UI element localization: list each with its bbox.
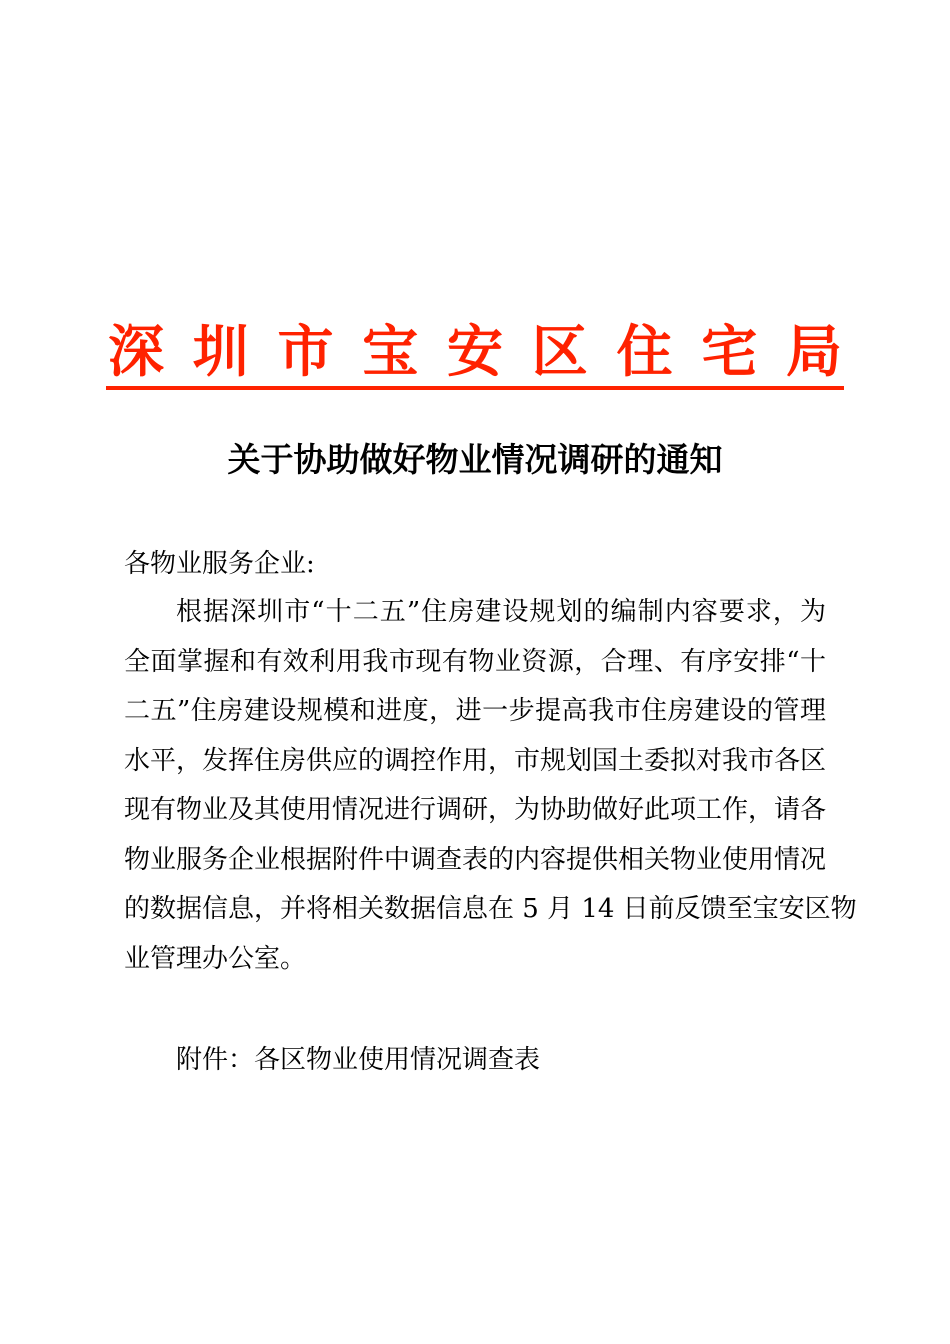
organization-header [108,318,842,388]
header-divider-line [106,386,844,390]
body-line: 根据深圳市“十二五”住房建设规划的编制内容要求，为 [176,597,826,627]
org-header-char: 住 [616,320,673,385]
org-header-char: 圳 [192,320,249,385]
body-line: 物业服务企业根据附件中调查表的内容提供相关物业使用情况 [124,844,827,875]
org-header-char: 安 [447,320,503,385]
body-line: 二五”住房建设规模和进度，进一步提高我市住房建设的管理 [124,696,826,726]
body-line: 现有物业及其使用情况进行调研，为协助做好此项工作，请各 [124,795,827,825]
org-header-char: 市 [277,320,334,385]
body-line: 业管理办公室。 [124,943,307,974]
org-header-char: 局 [786,320,842,385]
body-paragraph [124,588,857,984]
salutation: 各物业服务企业: [124,549,315,579]
notice-title: 关于协助做好物业情况调研的通知 [227,440,723,479]
org-header-char: 宝 [362,320,419,385]
body-line: 全面掌握和有效利用我市现有物业资源，合理、有序安排“十 [124,646,826,677]
org-header-char: 区 [531,320,588,385]
org-header-char: 宅 [701,320,758,385]
attachment-note: 附件：各区物业使用情况调查表 [176,1045,541,1075]
body-line: 的数据信息，并将相关数据信息在 5 月 14 日前反馈至宝安区物 [124,894,857,924]
body-line: 水平，发挥住房供应的调控作用，市规划国土委拟对我市各区 [124,745,827,776]
org-header-char: 深 [108,320,164,385]
